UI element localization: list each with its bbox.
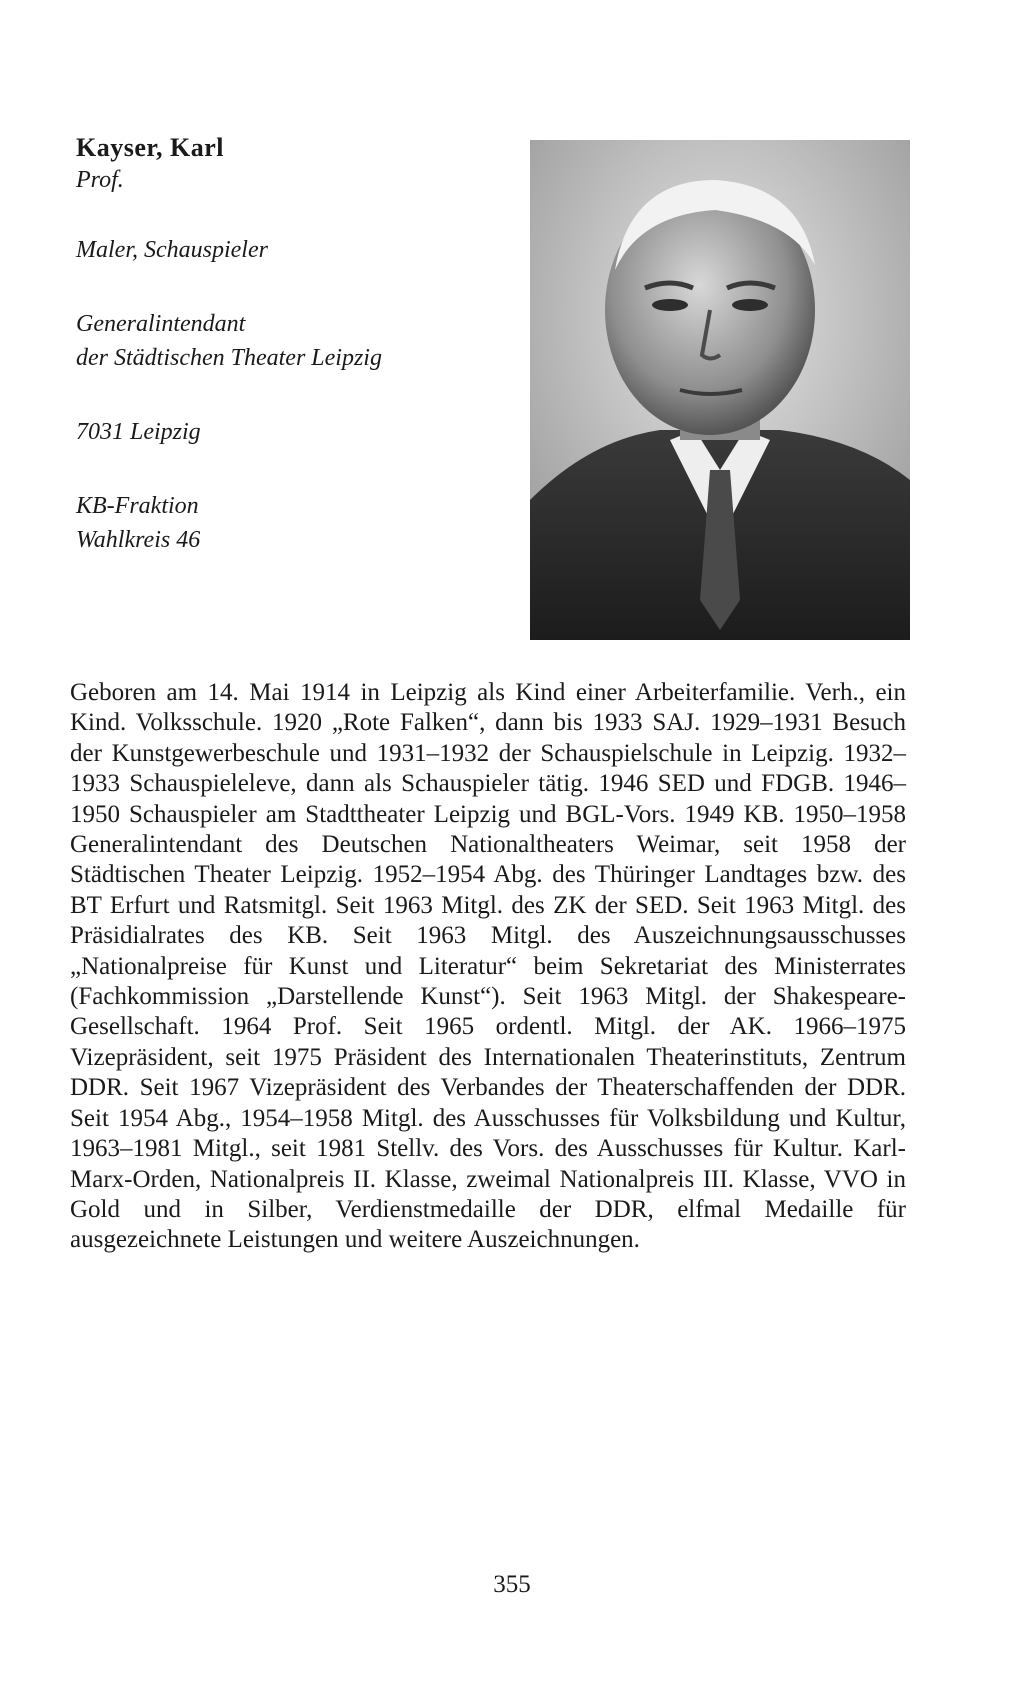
person-location: 7031 Leipzig bbox=[76, 418, 201, 445]
person-constituency: Wahlkreis 46 bbox=[76, 526, 201, 553]
person-position-line2: der Städtischen Theater Leipzig bbox=[76, 344, 382, 371]
person-header bbox=[76, 134, 506, 557]
person-title: Prof. bbox=[76, 166, 124, 193]
person-occupation: Maler, Schauspieler bbox=[76, 236, 268, 263]
biography-text: Geboren am 14. Mai 1914 in Leipzig als Kind einer Arbeiterfamilie. Verh., ein Kind. Volksschule. 1920 „Rote Falken“, dann bis 1933 SAJ. 1929–1931 Besuch der Kunstgewerbeschule und 1931–1932 der Schauspielschule in Leipzig. 1932–1933 Schauspieleleve, dann als Schauspieler tätig. 1946 SED und FDGB. 1946–1950 Schauspieler am Stadttheater Leipzig und BGL-Vors. 1949 KB. 1950–1958 Generalintendant des Deutschen Nationaltheaters Weimar, seit 1958 der Städtischen Theater Leipzig. 1952–1954 Abg. des Thüringer Landtages bzw. des BT Erfurt und Ratsmitgl. Seit 1963 Mitgl. des ZK der SED. Seit 1963 Mitgl. des Präsidialrates des KB. Seit 1963 Mitgl. des Auszeichnungsausschusses „Nationalpreise für Kunst und Literatur“ beim Sekretariat des Ministerrates (Fachkommission „Darstellende Kunst“). Seit 1963 Mitgl. der Shakespeare-Gesellschaft. 1964 Prof. Seit 1965 ordentl. Mitgl. der AK. 1966–1975 Vizepräsident, seit 1975 Präsident des Internationalen Theaterinstituts, Zentrum DDR. Seit 1967 Vizepräsident des Verbandes der Theaterschaffenden der DDR. Seit 1954 Abg., 1954–1958 Mitgl. des Ausschusses für Volksbildung und Kultur, 1963–1981 Mitgl., seit 1981 Stellv. des Vors. des Ausschusses für Kultur. Karl-Marx-Orden, Nationalpreis II. Klasse, zweimal Nationalpreis III. Klasse, VVO in Gold und in Silber, Verdienstmedaille der DDR, elfmal Medaille für ausgezeichnete Leistungen und weitere Auszeichnungen. bbox=[70, 679, 906, 1254]
person-name: Kayser, Karl bbox=[76, 133, 225, 162]
person-faction: KB-Fraktion bbox=[76, 492, 199, 519]
portrait-photo bbox=[530, 140, 910, 640]
page-number: 355 bbox=[493, 1571, 531, 1598]
person-position-line1: Generalintendant bbox=[76, 310, 246, 337]
